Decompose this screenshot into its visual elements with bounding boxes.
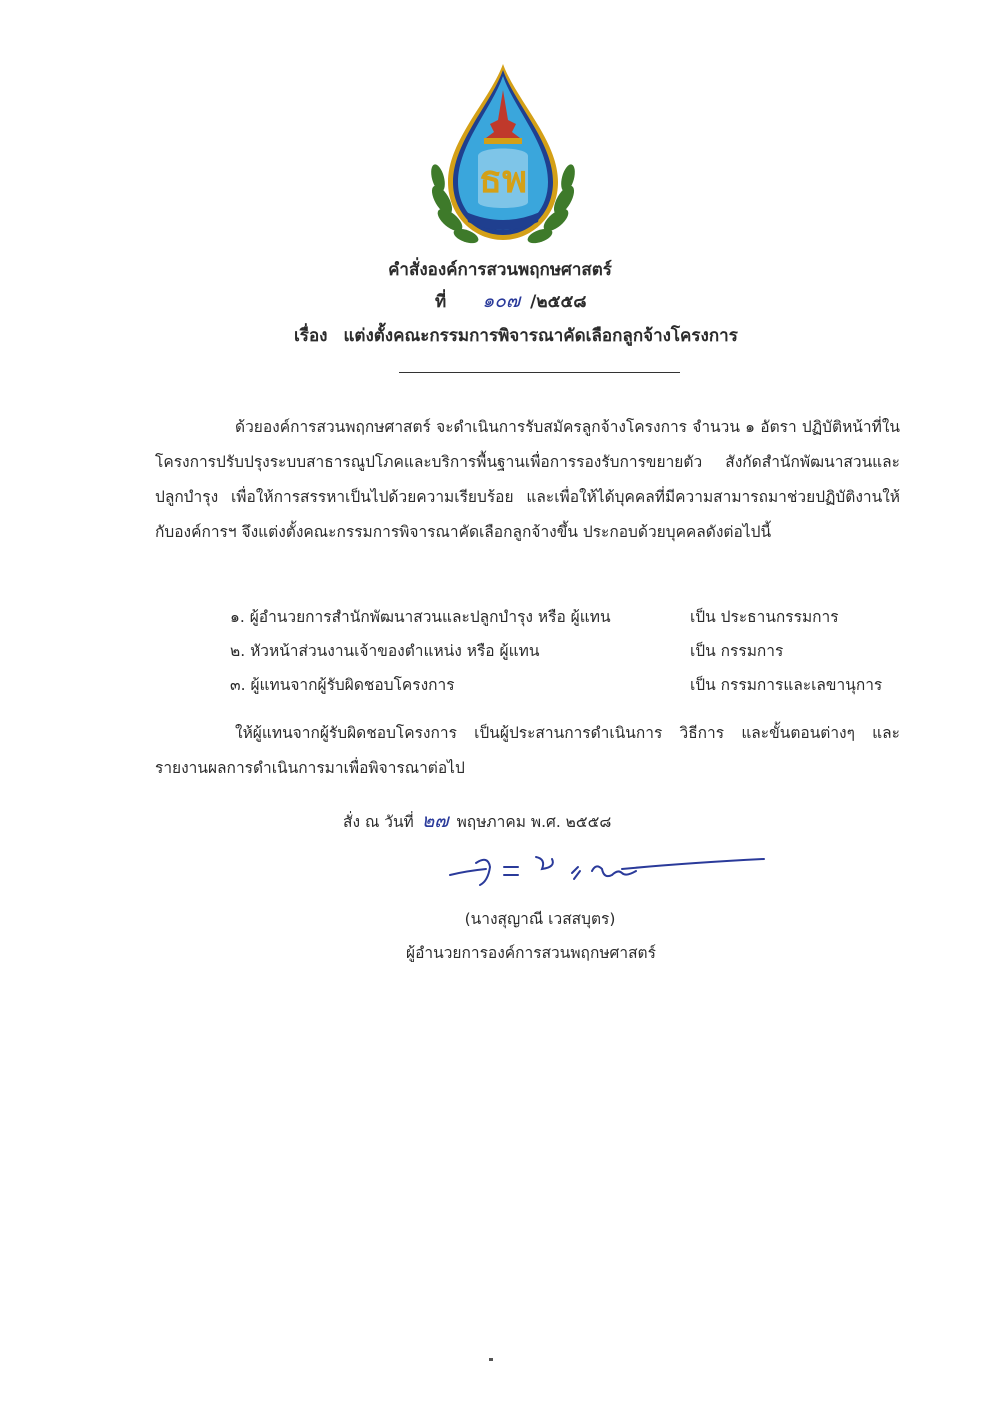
handwritten-signature [446,845,766,895]
order-number-line [435,286,586,316]
order-date-rest: พฤษภาคม พ.ศ. ๒๕๕๘ [456,813,612,831]
member-1-role: เป็น ประธานกรรมการ [690,608,839,626]
royal-emblem-drop-icon [420,60,586,250]
svg-text:ธพ: ธพ [478,157,528,201]
member-3-role: เป็น กรรมการและเลขานุการ [690,676,883,694]
intro-paragraph: ด้วยองค์การสวนพฤกษศาสตร์ จะดำเนินการรับสมัครลูกจ้างโครงการ จำนวน ๑ อัตรา ปฏิบัติหน้าที่ในโครงการปรับปรุงระบบสาธารณูปโภคและบริการพื้นฐานเพื่อการรองรับการขยายตัว สังกัดสำนักพัฒนาสวนและปลูกบำรุง เพื่อให้การสรรหาเป็นไปด้วยความเรียบร้อย และเพื่อให้ได้บุคคลที่มีความสามารถมาช่วยปฏิบัติงานให้กับองค์การฯ จึงแต่งตั้งคณะกรรมการพิจารณาคัดเลือกลูกจ้างขึ้น ประกอบด้วยบุคคลดังต่อไปนี้ [155,418,900,541]
member-2-label: ๒. หัวหน้าส่วนงานเจ้าของตำแหน่ง หรือ ผู้แทน [230,642,540,660]
closing-paragraph: ให้ผู้แทนจากผู้รับผิดชอบโครงการ เป็นผู้ประสานการดำเนินการ วิธีการ และขั้นตอนต่างๆ และรายงานผลการดำเนินการมาเพื่อพิจารณาต่อไป [155,724,900,777]
order-date [343,806,611,836]
member-2-role: เป็น กรรมการ [690,642,784,660]
member-3-label: ๓. ผู้แทนจากผู้รับผิดชอบโครงการ [230,676,455,694]
subject-text: แต่งตั้งคณะกรรมการพิจารณาคัดเลือกลูกจ้างโครงการ [343,326,738,346]
order-number-label: ที่ [435,292,447,312]
document-title: คำสั่งองค์การสวนพฤกษศาสตร์ [388,260,612,280]
subject-line [294,322,738,349]
scan-speck [489,1358,493,1361]
subject-label: เรื่อง [294,326,328,346]
signer-name: (นางสุญาณี เวสสบุตร) [464,910,616,928]
header-divider [399,372,680,373]
order-number-year: /๒๕๕๘ [530,292,587,312]
order-number-handwritten: ๑๐๗ [482,290,521,312]
signer-position: ผู้อำนวยการองค์การสวนพฤกษศาสตร์ [406,944,656,962]
member-1-label: ๑. ผู้อำนวยการสำนักพัฒนาสวนและปลูกบำรุง หรือ ผู้แทน [230,608,611,626]
order-date-prefix: สั่ง ณ วันที่ [343,813,414,831]
order-date-day: ๒๗ [421,810,449,832]
